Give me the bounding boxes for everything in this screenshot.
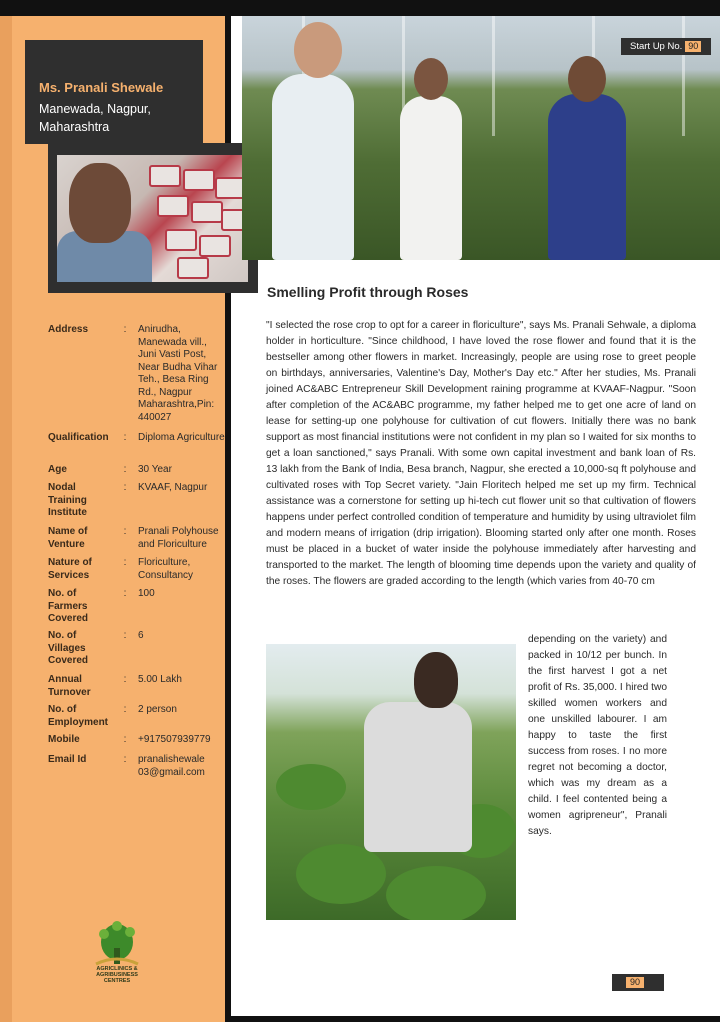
detail-value: Pranali Polyhouse and Floriculture [138, 526, 219, 550]
bottom-black-bar [231, 1016, 720, 1022]
detail-colon: : [123, 674, 127, 685]
detail-value: Diploma Agriculture [138, 432, 225, 443]
detail-value: KVAAF, Nagpur [138, 482, 208, 493]
entrepreneur-figure [548, 94, 626, 260]
detail-row-mobile [48, 734, 228, 747]
portrait-figure-head [69, 163, 131, 243]
worker-figure-head [414, 652, 458, 708]
profile-name-box [25, 40, 203, 144]
place-line-2: Maharashtra [39, 120, 110, 134]
detail-label: No. of Employment [48, 704, 109, 728]
worker-figure-body [364, 702, 472, 852]
rose-crate [177, 257, 209, 279]
polyhouse-rib [682, 16, 685, 136]
rose-crate [183, 169, 215, 191]
detail-label: Nature of Services [48, 557, 92, 581]
rose-crate [149, 165, 181, 187]
profile-place [39, 100, 151, 136]
detail-row-qualification [48, 432, 228, 445]
detail-label: Name of Venture [48, 526, 88, 550]
detail-colon: : [123, 482, 127, 493]
logo-line-1: AGRICLINICS & [96, 966, 138, 972]
detail-colon: : [123, 526, 127, 537]
detail-value: 30 Year [138, 464, 172, 475]
detail-label: Annual Turnover [48, 674, 91, 698]
detail-value: 6 [138, 630, 144, 641]
detail-colon: : [123, 588, 127, 599]
foliage [296, 844, 386, 904]
detail-row-employment [48, 704, 228, 729]
rose-crate [165, 229, 197, 251]
rose-crate [199, 235, 231, 257]
article-body-main: "I selected the rose crop to opt for a career in floriculture", says Ms. Pranali Sehwale, a diploma holder in horticulture. "Since childhood, I have loved the rose flower and found that it is the bestseller among other flowers in market. Increasingly, people are using rose to greet people on birthdays, anniversaries, Valentine's Day, Mother's Day etc." After her studies, Ms. Pranali joined AC&ABC Entrepreneur Skill Development raining programme at KVAAF-Nagpur. "Soon after completion of the AC&ABC programme, my father helped me to get one acre of land on lease for setting-up one polyhouse for cultivation of cut flowers. Initially there was no bank support as most financial institutions were not confident in my plan so I waited for six months to get a loan sanctioned," says Pranali. With some own capital investment and bank loan of Rs. 13 lakh from the Bank of India, Besa branch, Nagpur, she erected a 10,000-sq ft polyhouse and cultivated roses with Top Secret variety. "Jain Floritech helped me set up my firm. Technical assistance was a cornerstone for setting up hi-tech cut flower unit so that cultivation of flowers happens under perfect controlled condition of temperature and humidity by using ultraviolet film and modern means of irrigation (drip irrigation). Blooming started only after one month. Roses must be placed in a bucket of water inside the polyhouse immediately after harvesting and transported to the market. The length of blooming time depends upon the variety and quality of the roses. The flowers are graded according to the length (which varies from 40-70 cm [266, 320, 696, 587]
detail-row-email [48, 754, 228, 779]
detail-row-services [48, 557, 228, 582]
detail-label: Mobile [48, 734, 80, 745]
visitor-figure [272, 74, 354, 260]
startup-number: 90 [685, 41, 701, 52]
detail-colon: : [123, 754, 127, 765]
top-black-bar [0, 0, 720, 16]
detail-row-turnover [48, 674, 228, 699]
acabc-logo [86, 920, 148, 998]
profile-name: Ms. Pranali Shewale [39, 80, 164, 95]
detail-colon: : [123, 464, 127, 475]
detail-row-venture [48, 526, 228, 551]
portrait-photo [57, 155, 248, 282]
detail-row-farmers [48, 588, 228, 626]
page-number-badge [612, 974, 664, 991]
detail-label: Qualification [48, 432, 109, 443]
detail-value: Floriculture, Consultancy [138, 557, 194, 581]
logo-line-2: AGRIBUSINESS [96, 972, 138, 978]
entrepreneur-head [568, 56, 606, 102]
detail-colon: : [123, 630, 127, 641]
detail-colon: : [123, 324, 127, 335]
place-line-1: Manewada, Nagpur, [39, 102, 151, 116]
page-number: 90 [626, 977, 644, 988]
detail-value: Anirudha, Manewada vill., Juni Vasti Post, Near Budha Vihar Teh., Besa Ring Rd., Nagpur Maharashtra,Pin: 440027 [138, 324, 218, 423]
detail-value: 5.00 Lakh [138, 674, 182, 685]
foliage [276, 764, 346, 810]
detail-label: Address [48, 324, 89, 335]
detail-row-nodal-institute [48, 482, 228, 520]
sidebar-edge [0, 16, 12, 1022]
article-title: Smelling Profit through Roses [267, 284, 469, 300]
startup-badge [621, 38, 711, 55]
startup-label: Start Up No. [630, 41, 683, 52]
detail-label: Age [48, 464, 67, 475]
logo-tree-icon [86, 920, 148, 966]
farmer-figure [400, 96, 462, 260]
detail-colon: : [123, 557, 127, 568]
detail-value: 2 person [138, 704, 177, 715]
detail-value: pranalishewale 03@gmail.com [138, 754, 205, 778]
detail-colon: : [123, 704, 127, 715]
farmer-head [414, 58, 448, 100]
detail-colon: : [123, 734, 127, 745]
rose-crate [191, 201, 223, 223]
detail-label: Nodal Training Institute [48, 482, 87, 518]
logo-line-3: CENTRES [103, 978, 131, 984]
polyhouse-rib [492, 16, 495, 136]
article-body-side: depending on the variety) and packed in 10/12 per bunch. In the first harvest I got a net profit of Rs. 35,000. I hired two skilled women workers and one unskilled labourer. I am happy to taste the first success from roses. I no more regret not becoming a doctor, which was my dream as a child. I feel contented being a women agripreneur", Pranali says. [528, 634, 667, 837]
detail-colon: : [123, 432, 127, 443]
detail-value: 100 [138, 588, 155, 599]
detail-row-age [48, 464, 228, 477]
detail-row-villages [48, 630, 228, 668]
rose-field-photo [266, 644, 516, 920]
detail-label: Email Id [48, 754, 87, 765]
foliage [386, 866, 486, 920]
detail-value: +917507939779 [138, 734, 211, 745]
detail-label: No. of Villages Covered [48, 630, 89, 666]
detail-row-address [48, 324, 228, 424]
rose-crate [157, 195, 189, 217]
visitor-head [294, 22, 342, 78]
detail-label: No. of Farmers Covered [48, 588, 89, 624]
logo-text [86, 966, 148, 984]
